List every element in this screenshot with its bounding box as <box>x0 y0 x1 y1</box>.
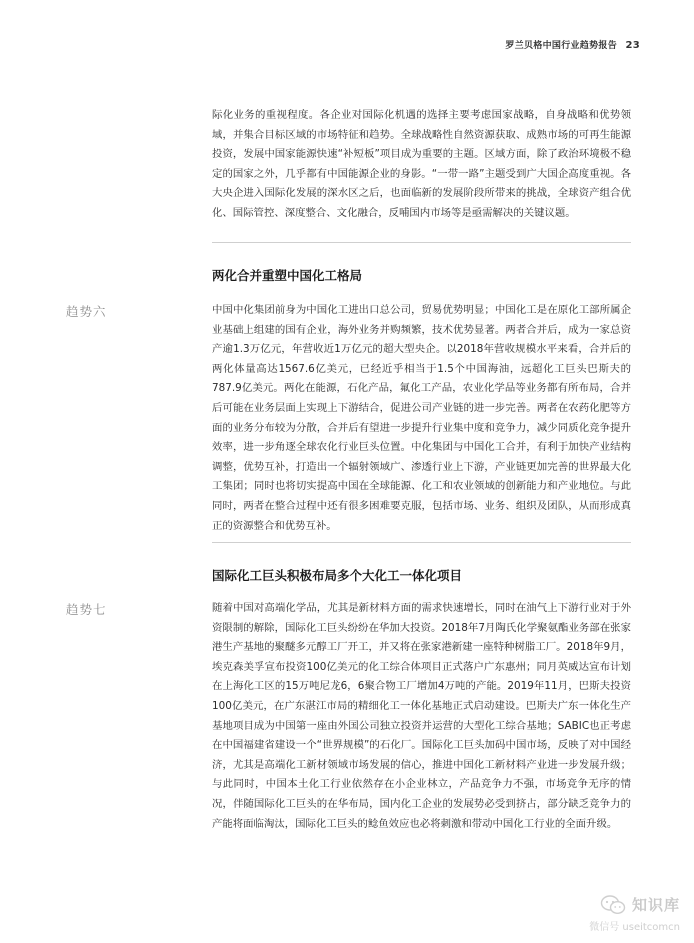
watermark <box>589 894 680 933</box>
watermark-title: 知识库 <box>631 896 680 914</box>
page-number: 23 <box>625 40 640 51</box>
section-divider <box>212 242 631 243</box>
trend-label-7: 趋势七 <box>66 602 107 617</box>
section-divider <box>212 542 631 543</box>
section-title-trend-6: 两化合并重塑中国化工格局 <box>212 268 363 283</box>
wechat-icon <box>600 895 626 915</box>
page-header <box>505 38 640 51</box>
report-title: 罗兰贝格中国行业趋势报告 <box>505 41 618 51</box>
trend-label-6: 趋势六 <box>66 304 107 319</box>
section-body-trend-6: 中国中化集团前身为中国化工进出口总公司，贸易优势明显；中国化工是在原化工部所属企业基础上组建的国有企业，海外业务并购频繁，技术优势显著。两者合并后，成为一家总资产逾1.3万亿元，年营收近1万亿元的超大型央企。以2018年营收规模水平来看，合并后的两化体量高达1567.6亿美元，已经近乎相当于1.5个中国海油，远超化工巨头巴斯夫的787.9亿美元。两化在能源，石化产品，氟化工产品，农业化学品等业务都有所布局，合并后可能在业务层面上实现上下游结合，促进公司产业链的进一步完善。两者在农药化肥等方面的业务分布较为分散，合并后有望进一步提升行业集中度和竞争力，减少同质化竞争提升效率，进一步角逐全球农化行业巨头位置。中化集团与中国化工合并，有利于加快产业结构调整，优势互补，打造出一个辐射领域广、渗透行业上下游，产业链更加完善的世界最大化工集团；同时也将切实提高中国在全球能源、化工和农业领域的创新能力和产业地位。与此同时，两者在整合过程中还有很多困难要克服，包括市场、业务、组织及团队，从而形成真正的资源整合和优势互补。 <box>212 304 631 532</box>
section-title-trend-7: 国际化工巨头积极布局多个大化工一体化项目 <box>212 568 463 583</box>
section-body-trend-7: 随着中国对高端化学品，尤其是新材料方面的需求快速增长，同时在油气上下游行业对于外资限制的解除，国际化工巨头纷纷在华加大投资。2018年7月陶氏化学聚氨酯业务部在张家港生产基地的聚醚多元醇工厂开工，并又将在张家港新建一座特种树脂工厂。2018年9月，埃克森美孚宣布投资100亿美元的化工综合体项目正式落户广东惠州；同月英威达宣布计划在上海化工区的15万吨尼龙6，6聚合物工厂增加4万吨的产能。2019年11月，巴斯夫投资100亿美元，在广东湛江市局的精细化工一体化基地正式启动建设。巴斯夫广东一体化生产基地项目成为中国第一座由外国公司独立投资并运营的大型化工综合基地；SABIC也正考虑在中国福建省建设一个“世界规模”的石化厂。国际化工巨头加码中国市场，反映了对中国经济，尤其是高端化工新材领域市场发展的信心，推进中国化工新材料产业进一步发展升级；与此同时，中国本土化工行业依然存在小企业林立，产品竞争力不强，市场竞争无序的情况，伴随国际化工巨头的在华布局，国内化工企业的发展势必受到挤占，部分缺乏竞争力的产能将面临淘汰，国际化工巨头的鲶鱼效应也必将刺激和带动中国化工行业的全面升级。 <box>212 602 631 830</box>
intro-paragraph: 际化业务的重视程度。各企业对国际化机遇的选择主要考虑国家战略，自身战略和优势领域，并集合目标区域的市场特征和趋势。全球战略性自然资源获取、成熟市场的可再生能源投资，发展中国家能源快速“补短板”项目成为重要的主题。区域方面，除了政治环境极不稳定的国家之外，几乎都有中国能源企业的身影。“一带一路”主题受到广大国企高度重视。各大央企进入国际化发展的深水区之后，也面临新的发展阶段所带来的挑战，全球资产组合优化、国际管控、深度整合、文化融合，反哺国内市场等是亟需解决的关键议题。 <box>212 109 631 219</box>
watermark-subtitle: 微信号 useitcomcn <box>589 922 680 933</box>
